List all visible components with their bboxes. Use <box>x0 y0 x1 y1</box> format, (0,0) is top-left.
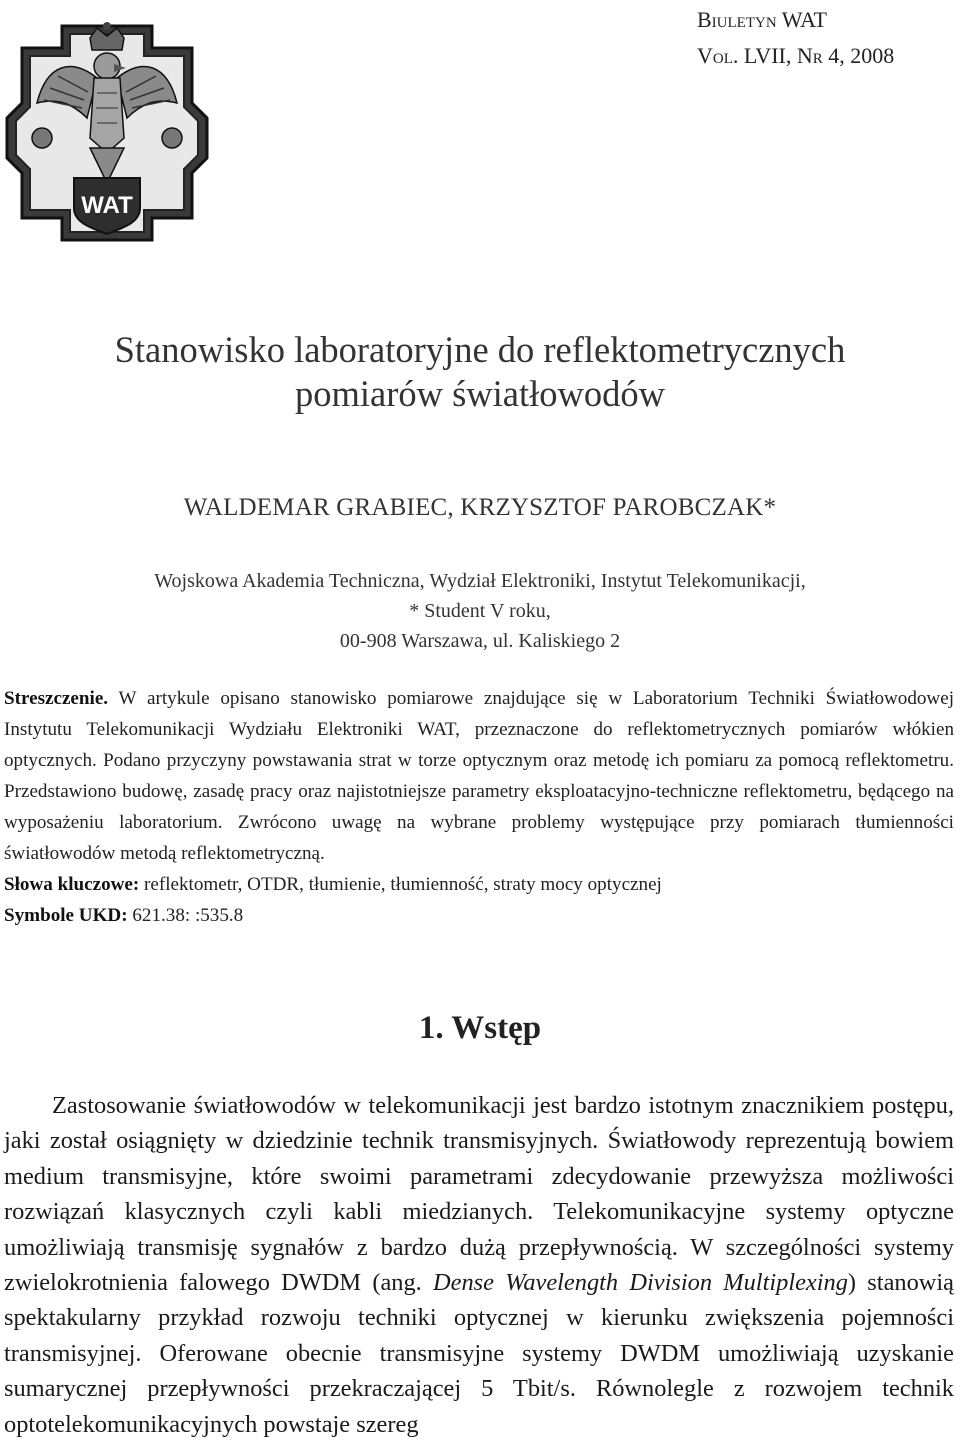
paper-title <box>0 328 960 416</box>
title-line-2: pomiarów światłowodów <box>294 373 666 414</box>
abstract-text: W artykule opisano stanowisko pomiarowe znajdujące się w Laboratorium Techniki Światłowodowej Instytutu Telekomunikacji Wydziału Elektroniki WAT, przeznaczone do reflektometrycznych pomiarów włókien optycznych. Podano przyczyny powstawania strat w torze optycznym oraz metodę ich pomiaru za pomocą reflektometru. Przedstawiono budowę, zasadę pracy oraz najistotniejsze parametry eksploatacyjno-techniczne reflektometru, będącego na wyposażeniu laboratorium. Zwrócono uwagę na wybrane problemy występujące przy pomiarach tłumienności światłowodów metodą reflektometryczną. <box>4 688 954 864</box>
body-paragraph <box>4 1088 954 1442</box>
abstract <box>4 683 954 931</box>
keywords-text: reflektometr, OTDR, tłumienie, tłumienność, straty mocy optycznej <box>144 874 662 895</box>
body-text-part-1: Zastosowanie światłowodów w telekomunikacji jest bardzo istotnym znacznikiem postępu, jaki został osiągnięty w dziedzinie technik transmisyjnych. Światłowody reprezentują bowiem medium transmisyjne, które swoimi parametrami zdecydowanie przewyższa możliwości rozwiązań klasycznych czyli kabli miedzianych. Telekomunikacyjne systemy optyczne umożliwiają transmisję sygnałów z bardzo dużą przepływnością. W szczególności systemy zwielokrotnienia falowego DWDM (ang. <box>4 1092 954 1297</box>
abstract-label: Streszczenie. <box>4 688 109 709</box>
abstract-paragraph <box>4 683 954 869</box>
keywords <box>4 869 954 900</box>
section-body <box>4 1088 954 1442</box>
title-line-1: Stanowisko laboratoryjne do reflektometrycznych <box>114 329 846 370</box>
ukd-label: Symbole UKD: <box>4 905 128 926</box>
section-heading: 1. Wstęp <box>418 1010 542 1046</box>
body-italic-term: Dense Wavelength Division Multiplexing <box>433 1269 848 1297</box>
body-text-part-2: ) stanowią spektakularny przykład rozwoju techniki optycznej w kierunku zwiększenia pojemności transmisyjnej. Oferowane obecnie transmisyjne systemy DWDM umożliwiają uzyskanie sumarycznej przepływności przekraczającej 5 Tbit/s. Równolegle z rozwojem technik optotelekomunikacyjnych powstaje szereg <box>4 1269 954 1438</box>
wat-emblem-logo <box>2 8 212 258</box>
logo-wordmark: WAT <box>81 192 133 219</box>
ukd-symbols <box>4 900 954 931</box>
keywords-label: Słowa kluczowe: <box>4 874 140 895</box>
journal-name: Biuletyn WAT <box>697 7 827 32</box>
affiliation <box>0 566 960 656</box>
affiliation-line-2: * Student V roku, <box>409 600 551 622</box>
affiliation-line-3: 00-908 Warszawa, ul. Kaliskiego 2 <box>339 630 621 652</box>
journal-info <box>697 2 894 74</box>
affiliation-line-1: Wojskowa Akademia Techniczna, Wydział Elektroniki, Instytut Telekomunikacji, <box>154 570 806 592</box>
ukd-text: 621.38: :535.8 <box>132 905 244 926</box>
journal-volume: Vol. LVII, Nr 4, 2008 <box>697 43 895 68</box>
authors: WALDEMAR GRABIEC, KRZYSZTOF PAROBCZAK* <box>183 494 777 521</box>
